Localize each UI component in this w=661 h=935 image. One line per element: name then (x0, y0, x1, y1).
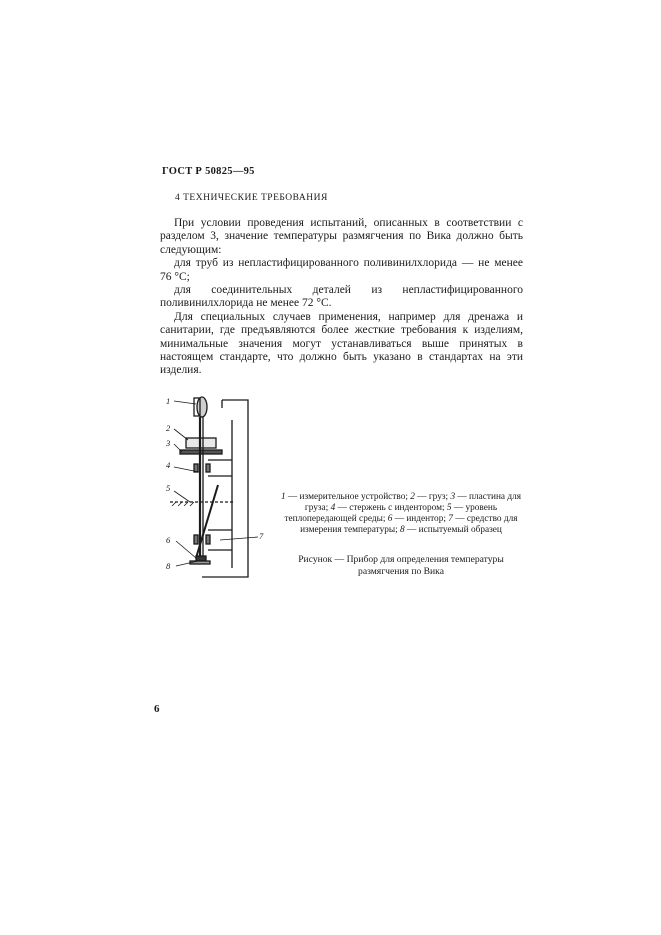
document-header: ГОСТ Р 50825—95 (162, 166, 255, 177)
legend-number: 7 (448, 514, 453, 524)
figure-legend (280, 492, 522, 536)
legend-number: 8 (400, 525, 405, 535)
legend-text: — груз; (414, 492, 451, 502)
legend-number: 3 (450, 492, 456, 502)
legend-number: 4 (330, 503, 336, 513)
legend-text: — испытуемый образец (404, 525, 502, 535)
dial-indicator (197, 397, 207, 417)
page-number: 6 (154, 703, 160, 715)
figure-label: 7 (259, 531, 264, 541)
figure-label: 3 (166, 438, 171, 448)
legend-text: — уровень теплопередающей среды; (284, 503, 498, 524)
legend-number: 6 (387, 514, 393, 524)
legend-number: 2 (410, 492, 415, 502)
legend-text: — средство для измерения температуры; (300, 514, 518, 535)
vicat-apparatus-diagram (160, 390, 270, 580)
legend-number: 1 (280, 492, 286, 502)
figure-label: 5 (166, 483, 171, 493)
specimen (196, 556, 206, 561)
legend-text: — пластина для груза; (304, 492, 522, 513)
legend-number: 5 (446, 503, 452, 513)
figure-label: 2 (166, 423, 171, 433)
figure-label: 4 (166, 460, 171, 470)
legend-text: — стержень с индентором; (335, 503, 447, 513)
paragraph: для труб из непластифицированного поливинилхлорида — не менее 76 °С; (160, 257, 523, 283)
figure-label: 1 (166, 396, 171, 406)
legend-text: — индентор; (392, 514, 449, 524)
figure-caption: Рисунок — Прибор для определения температуры размягчения по Вика (298, 554, 504, 577)
paragraph: для соединительных деталей из непластифицированного поливинилхлорида не менее 72 °С. (160, 284, 523, 310)
legend-text: — измерительное устройство; (285, 492, 411, 502)
figure-label: 8 (166, 561, 171, 571)
paragraph: Для специальных случаев применения, например для дренажа и санитарии, где предъявляются более жесткие требования к изделиям, минимальные значения могут устанавливаться выше принятых в настоящем стандарте, что должно быть указано в стандартах на эти изделия. (160, 310, 523, 377)
figure-label: 6 (166, 535, 171, 545)
section-title: 4 ТЕХНИЧЕСКИЕ ТРЕБОВАНИЯ (175, 193, 328, 203)
section-body (160, 217, 523, 378)
paragraph: При условии проведения испытаний, описанных в соответствии с разделом 3, значение температуры размягчения по Вика должно быть следующим: (160, 217, 523, 256)
